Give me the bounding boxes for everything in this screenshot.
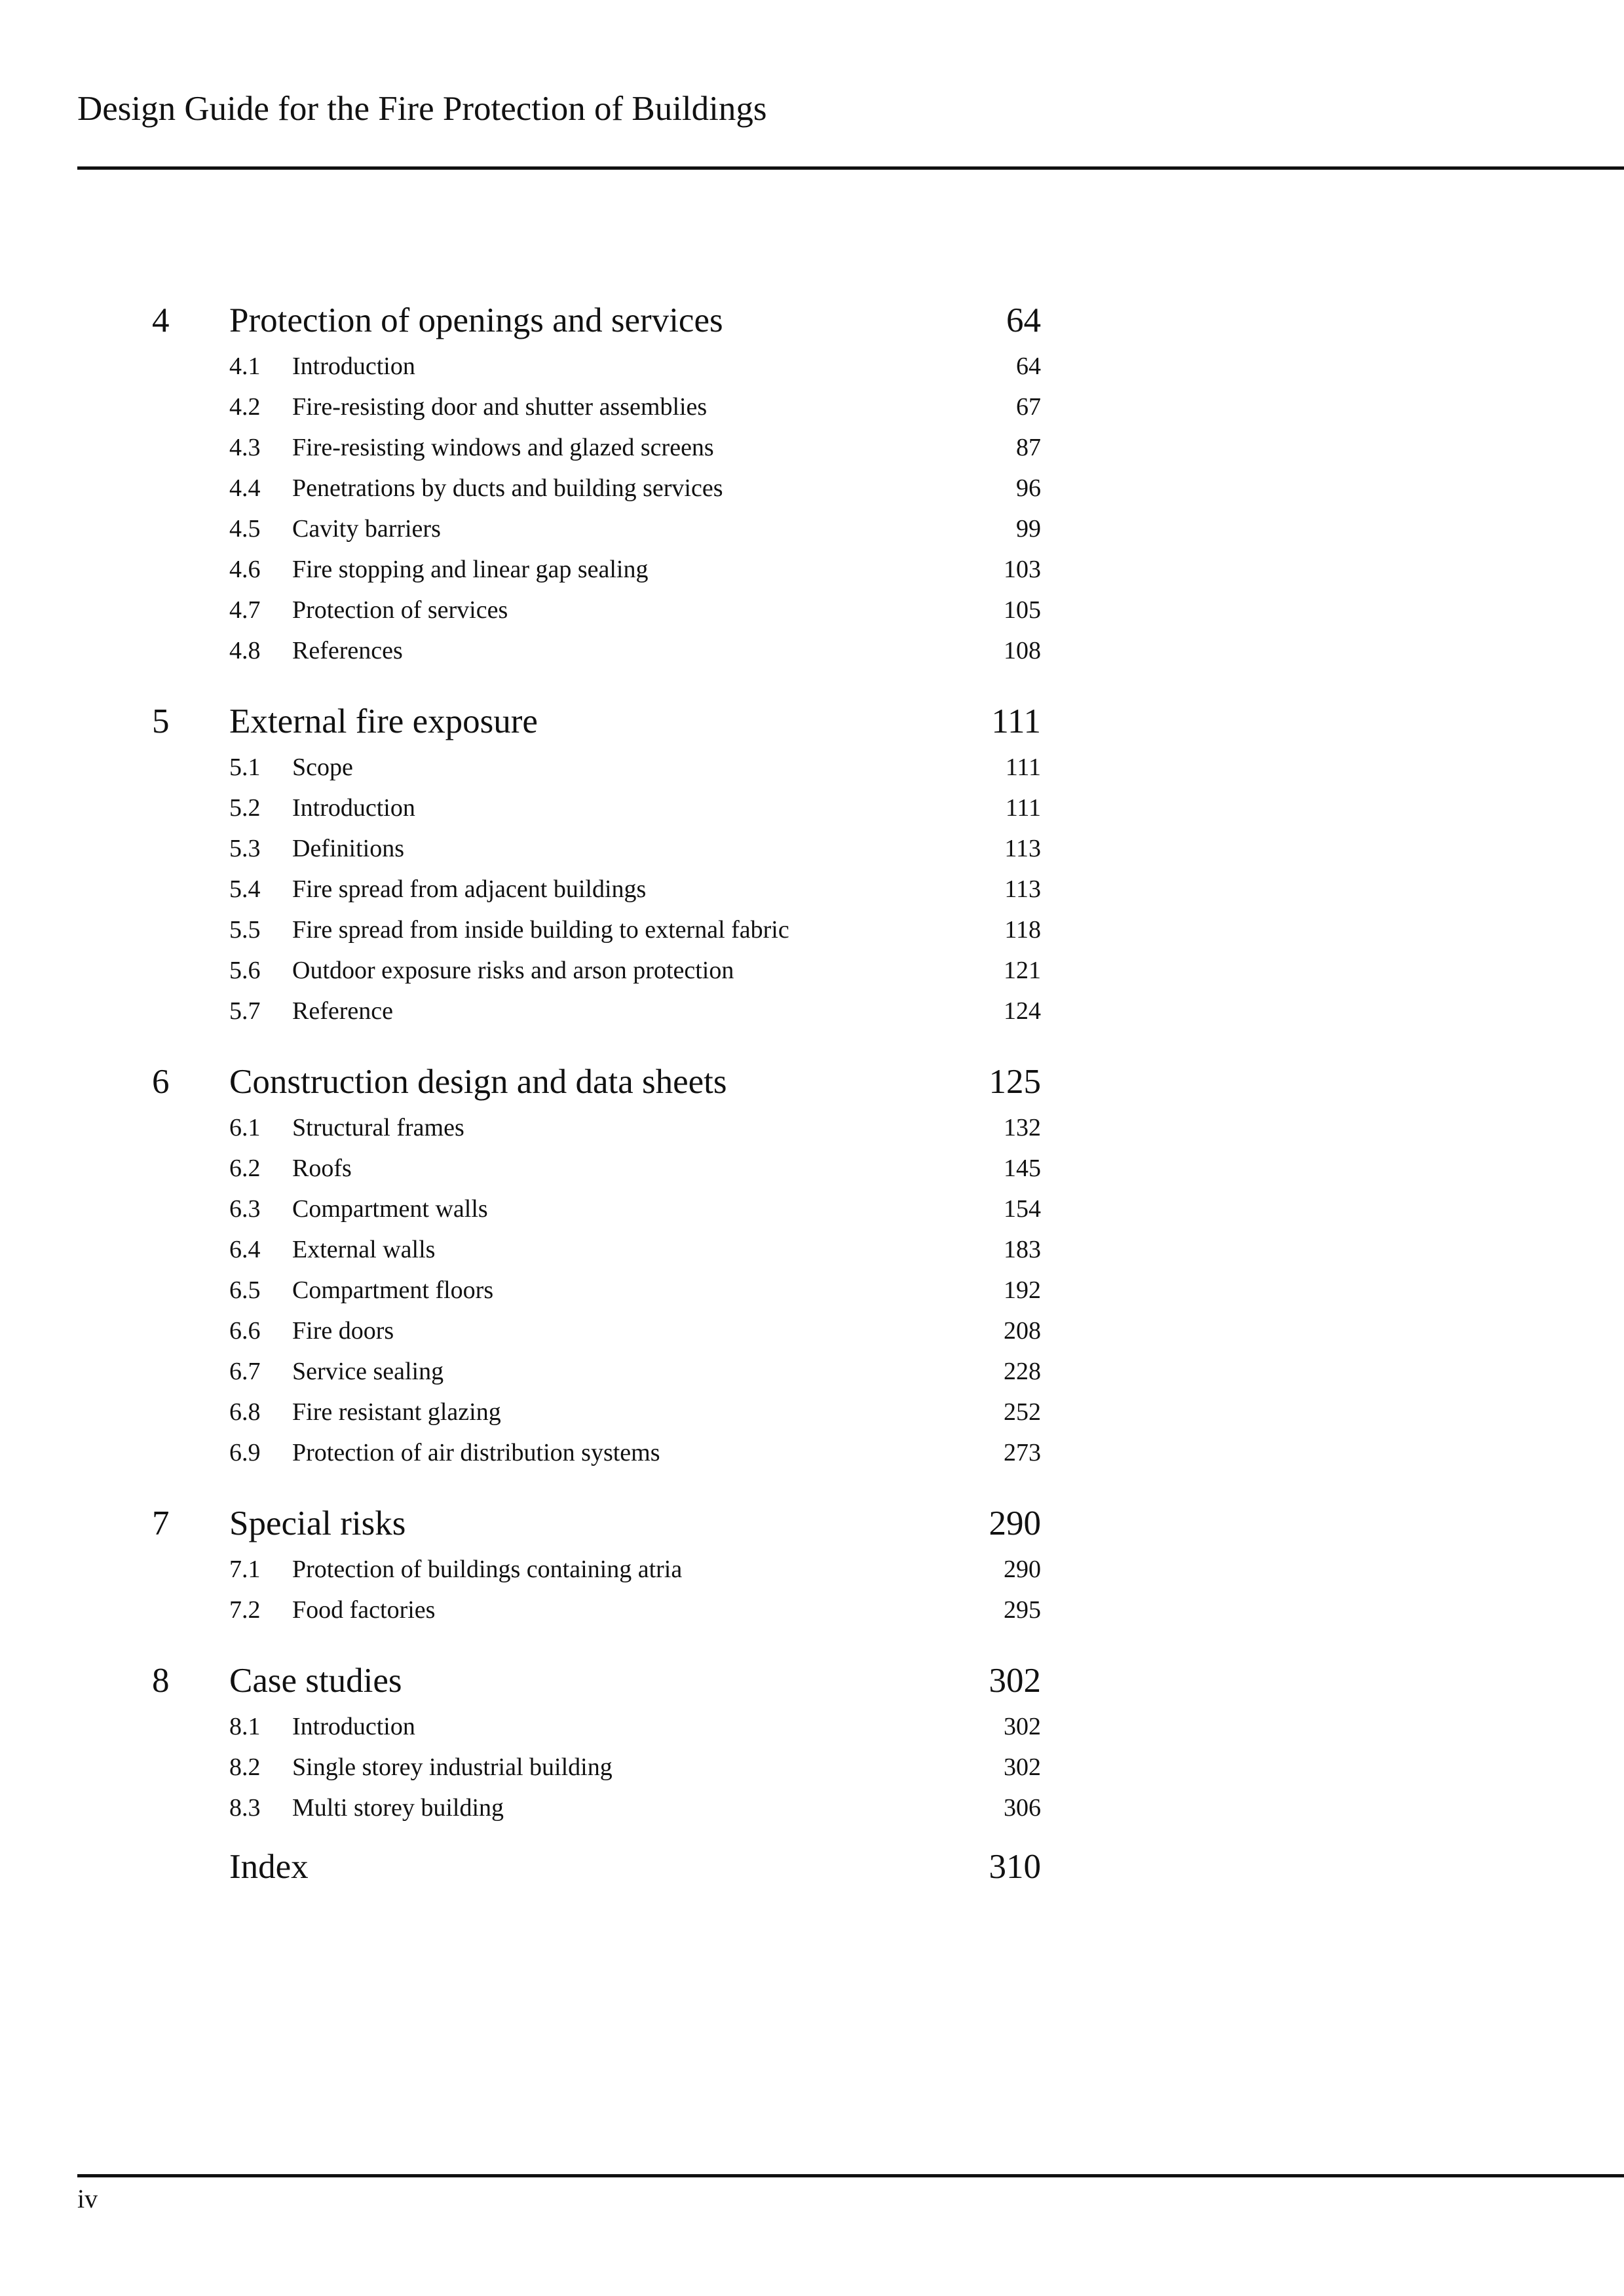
section-title: References	[292, 637, 403, 664]
toc-chapter-heading[interactable]	[0, 1058, 1624, 1106]
section-number: 6.7	[229, 1358, 261, 1385]
chapter-page: 290	[989, 1504, 1041, 1542]
section-page: 96	[1016, 474, 1041, 502]
section-number: 6.9	[229, 1439, 261, 1466]
section-title: Penetrations by ducts and building services	[292, 474, 723, 502]
chapter-title: External fire exposure	[229, 702, 538, 740]
section-title: Protection of services	[292, 596, 508, 624]
chapter-number: 6	[152, 1063, 170, 1101]
toc-chapter	[0, 697, 1624, 1031]
index-page: 310	[989, 1848, 1041, 1886]
section-number: 6.8	[229, 1398, 261, 1426]
section-title: Compartment floors	[292, 1276, 494, 1304]
section-page: 111	[1005, 794, 1041, 822]
toc-section[interactable]	[0, 387, 1624, 427]
section-list	[0, 1706, 1624, 1828]
section-page: 273	[1004, 1439, 1041, 1466]
section-number: 8.1	[229, 1713, 261, 1740]
toc-section[interactable]	[0, 828, 1624, 869]
section-page: 154	[1004, 1195, 1041, 1223]
toc-chapter	[0, 1058, 1624, 1473]
section-page: 111	[1005, 754, 1041, 781]
chapter-number: 4	[152, 301, 170, 339]
chapter-page: 111	[991, 702, 1041, 740]
section-title: Definitions	[292, 835, 404, 862]
toc-section[interactable]	[0, 1747, 1624, 1788]
chapter-number: 8	[152, 1662, 170, 1700]
section-title: Single storey industrial building	[292, 1753, 613, 1781]
toc-section[interactable]	[0, 630, 1624, 671]
section-number: 5.7	[229, 997, 261, 1025]
toc-section[interactable]	[0, 909, 1624, 950]
section-page: 113	[1004, 835, 1041, 862]
section-number: 7.2	[229, 1596, 261, 1624]
section-title: Fire-resisting door and shutter assemblies	[292, 393, 708, 421]
header-rule	[77, 166, 1624, 170]
toc-section[interactable]	[0, 1392, 1624, 1432]
section-number: 4.4	[229, 474, 261, 502]
section-title: Structural frames	[292, 1114, 464, 1141]
section-title: Fire doors	[292, 1317, 394, 1345]
section-page: 121	[1004, 957, 1041, 984]
section-page: 192	[1004, 1276, 1041, 1304]
section-number: 5.2	[229, 794, 261, 822]
toc-chapter	[0, 1656, 1624, 1828]
chapter-title: Protection of openings and services	[229, 301, 723, 339]
toc-index	[0, 1843, 1624, 1891]
section-list	[0, 346, 1624, 671]
section-title: Multi storey building	[292, 1794, 504, 1822]
toc-section[interactable]	[0, 1270, 1624, 1311]
toc-chapter	[0, 1499, 1624, 1630]
section-number: 5.4	[229, 875, 261, 903]
section-title: Fire stopping and linear gap sealing	[292, 556, 649, 583]
section-number: 4.1	[229, 353, 261, 380]
section-page: 132	[1004, 1114, 1041, 1141]
table-of-contents	[0, 296, 1624, 1891]
toc-section[interactable]	[0, 508, 1624, 549]
toc-chapter-heading[interactable]	[0, 1656, 1624, 1705]
section-number: 8.3	[229, 1794, 261, 1822]
section-page: 145	[1004, 1155, 1041, 1182]
toc-section[interactable]	[0, 788, 1624, 828]
section-number: 7.1	[229, 1556, 261, 1583]
section-page: 105	[1004, 596, 1041, 624]
section-number: 4.7	[229, 596, 261, 624]
section-page: 252	[1004, 1398, 1041, 1426]
index-title: Index	[229, 1848, 309, 1886]
section-page: 183	[1004, 1236, 1041, 1263]
toc-section[interactable]	[0, 1590, 1624, 1630]
section-page: 103	[1004, 556, 1041, 583]
toc-section[interactable]	[0, 1706, 1624, 1747]
toc-section[interactable]	[0, 991, 1624, 1031]
section-list	[0, 747, 1624, 1031]
toc-section[interactable]	[0, 1788, 1624, 1828]
chapter-title: Special risks	[229, 1504, 406, 1542]
section-title: Compartment walls	[292, 1195, 488, 1223]
toc-section[interactable]	[0, 1229, 1624, 1270]
section-title: Fire resistant glazing	[292, 1398, 501, 1426]
section-title: Fire spread from inside building to external fabric	[292, 916, 789, 944]
toc-section[interactable]	[0, 950, 1624, 991]
section-title: Fire spread from adjacent buildings	[292, 875, 647, 903]
section-title: External walls	[292, 1236, 436, 1263]
section-page: 302	[1004, 1753, 1041, 1781]
section-number: 4.2	[229, 393, 261, 421]
toc-section[interactable]	[0, 346, 1624, 387]
section-title: Protection of air distribution systems	[292, 1439, 660, 1466]
section-number: 6.2	[229, 1155, 261, 1182]
toc-section[interactable]	[0, 1148, 1624, 1189]
section-number: 5.3	[229, 835, 261, 862]
section-page: 87	[1016, 434, 1041, 461]
chapter-number: 7	[152, 1504, 170, 1542]
section-page: 108	[1004, 637, 1041, 664]
page-folio: iv	[77, 2184, 98, 2213]
section-number: 4.3	[229, 434, 261, 461]
section-page: 113	[1004, 875, 1041, 903]
section-number: 6.6	[229, 1317, 261, 1345]
section-page: 290	[1004, 1556, 1041, 1583]
toc-chapter-heading[interactable]	[0, 296, 1624, 345]
section-page: 67	[1016, 393, 1041, 421]
toc-section[interactable]	[0, 1549, 1624, 1590]
section-list	[0, 1549, 1624, 1630]
section-number: 5.6	[229, 957, 261, 984]
section-title: Cavity barriers	[292, 515, 441, 543]
section-title: Food factories	[292, 1596, 436, 1624]
section-number: 4.8	[229, 637, 261, 664]
toc-chapter-heading[interactable]	[0, 697, 1624, 746]
section-number: 5.5	[229, 916, 261, 944]
toc-section[interactable]	[0, 1432, 1624, 1473]
toc-index-heading[interactable]	[0, 1843, 1624, 1891]
section-page: 124	[1004, 997, 1041, 1025]
section-title: Protection of buildings containing atria	[292, 1556, 683, 1583]
section-number: 6.1	[229, 1114, 261, 1141]
section-title: Scope	[292, 754, 353, 781]
section-page: 208	[1004, 1317, 1041, 1345]
section-list	[0, 1107, 1624, 1473]
section-page: 302	[1004, 1713, 1041, 1740]
toc-section[interactable]	[0, 427, 1624, 468]
chapter-title: Case studies	[229, 1662, 402, 1700]
section-number: 5.1	[229, 754, 261, 781]
section-page: 99	[1016, 515, 1041, 543]
section-title: Service sealing	[292, 1358, 444, 1385]
chapter-page: 125	[989, 1063, 1041, 1101]
toc-section[interactable]	[0, 869, 1624, 909]
section-page: 228	[1004, 1358, 1041, 1385]
section-title: Outdoor exposure risks and arson protection	[292, 957, 734, 984]
toc-section[interactable]	[0, 1189, 1624, 1229]
toc-section[interactable]	[0, 549, 1624, 590]
section-number: 4.6	[229, 556, 261, 583]
section-title: Fire-resisting windows and glazed screens	[292, 434, 714, 461]
toc-chapter	[0, 296, 1624, 671]
toc-section[interactable]	[0, 1311, 1624, 1351]
footer-rule	[77, 2174, 1624, 2177]
toc-section[interactable]	[0, 1107, 1624, 1148]
section-title: Reference	[292, 997, 393, 1025]
section-title: Introduction	[292, 794, 415, 822]
toc-section[interactable]	[0, 590, 1624, 630]
section-page: 118	[1004, 916, 1041, 944]
section-number: 4.5	[229, 515, 261, 543]
section-page: 306	[1004, 1794, 1041, 1822]
section-page: 64	[1016, 353, 1041, 380]
section-title: Introduction	[292, 353, 415, 380]
chapter-page: 64	[1006, 301, 1041, 339]
toc-section[interactable]	[0, 1351, 1624, 1392]
running-head-title: Design Guide for the Fire Protection of Buildings	[77, 90, 767, 128]
toc-section[interactable]	[0, 747, 1624, 788]
section-number: 6.3	[229, 1195, 261, 1223]
section-title: Introduction	[292, 1713, 415, 1740]
section-number: 6.4	[229, 1236, 261, 1263]
chapter-page: 302	[989, 1662, 1041, 1700]
section-title: Roofs	[292, 1155, 352, 1182]
section-number: 6.5	[229, 1276, 261, 1304]
toc-chapter-heading[interactable]	[0, 1499, 1624, 1548]
chapter-number: 5	[152, 702, 170, 740]
section-number: 8.2	[229, 1753, 261, 1781]
toc-section[interactable]	[0, 468, 1624, 508]
chapter-title: Construction design and data sheets	[229, 1063, 727, 1101]
section-page: 295	[1004, 1596, 1041, 1624]
